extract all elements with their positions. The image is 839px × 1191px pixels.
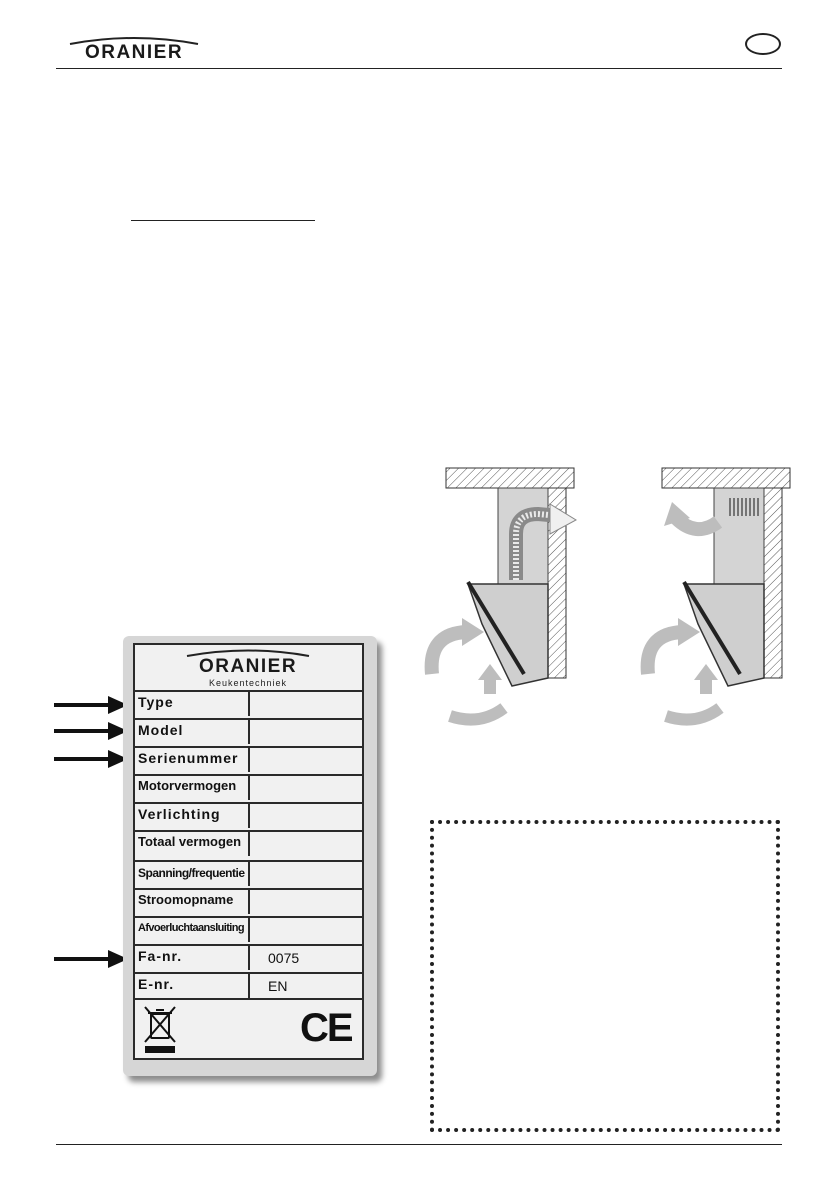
dotted-note-box [430, 820, 780, 1132]
ceiling [662, 468, 790, 488]
circulating-air-icon [648, 632, 682, 674]
plate-value [248, 776, 360, 800]
arrow-icon-serial [54, 750, 128, 768]
plate-value [248, 862, 360, 886]
plate-value [248, 832, 360, 856]
plate-row-e-nr [133, 972, 364, 1000]
plate-label: Afvoerluchtaansluiting [138, 922, 244, 934]
plate-row-type [133, 690, 364, 718]
plate-row-serial [133, 746, 364, 774]
plate-label: Serienummer [138, 750, 239, 766]
plate-value [248, 918, 360, 942]
brand-logo [60, 34, 208, 64]
plate-value [248, 748, 360, 772]
ce-mark: CE [300, 1006, 352, 1050]
plate-row-model [133, 718, 364, 746]
plate-sub-brand: Keukentechniek [208, 678, 288, 688]
exhaust-mode-illustration [420, 464, 580, 726]
plate-label: Totaal vermogen [138, 834, 242, 849]
plate-value [248, 720, 360, 744]
plate-brand-text: ORANIER [198, 656, 298, 677]
chimney [714, 488, 764, 584]
recirculation-mode-illustration [636, 464, 796, 726]
plate-label: Stroomopname [138, 892, 234, 907]
plate-row-total-power [133, 830, 364, 858]
plate-label: Model [138, 722, 184, 738]
arrow-icon-type [54, 696, 128, 714]
wall [764, 488, 782, 678]
pointer-arrows [52, 690, 132, 970]
plate-value [248, 804, 360, 828]
language-badge: NL [745, 33, 781, 55]
plate-row-lighting [133, 802, 364, 830]
brand-logo-text: ORANIER [84, 42, 184, 63]
plate-label: Fa-nr. [138, 948, 183, 964]
footer-rule [56, 1144, 782, 1145]
plate-label: Motorvermogen [138, 778, 237, 793]
plate-row-fa-nr [133, 944, 364, 972]
plate-row-exhaust-connection [133, 916, 364, 944]
plate-value [248, 692, 360, 716]
plate-value: EN [248, 974, 360, 998]
circulating-air-icon [432, 632, 466, 674]
crossed-bin-icon [142, 1004, 178, 1056]
arrow-icon-model [54, 722, 128, 740]
plate-row-motor-power [133, 774, 364, 802]
plate-row-current [133, 888, 364, 916]
plate-row-voltage [133, 860, 364, 888]
header-rule [56, 68, 782, 69]
plate-value: 0075 [248, 946, 360, 970]
heading-underline [131, 220, 315, 221]
plate-label: Type [138, 694, 174, 710]
plate-label: Verlichting [138, 806, 221, 822]
plate-brand-logo [175, 646, 321, 690]
ceiling [446, 468, 574, 488]
plate-label: Spanning/frequentie [138, 866, 245, 880]
arrow-icon-fa-nr [54, 950, 128, 968]
plate-label: E-nr. [138, 976, 175, 992]
plate-value [248, 890, 360, 914]
